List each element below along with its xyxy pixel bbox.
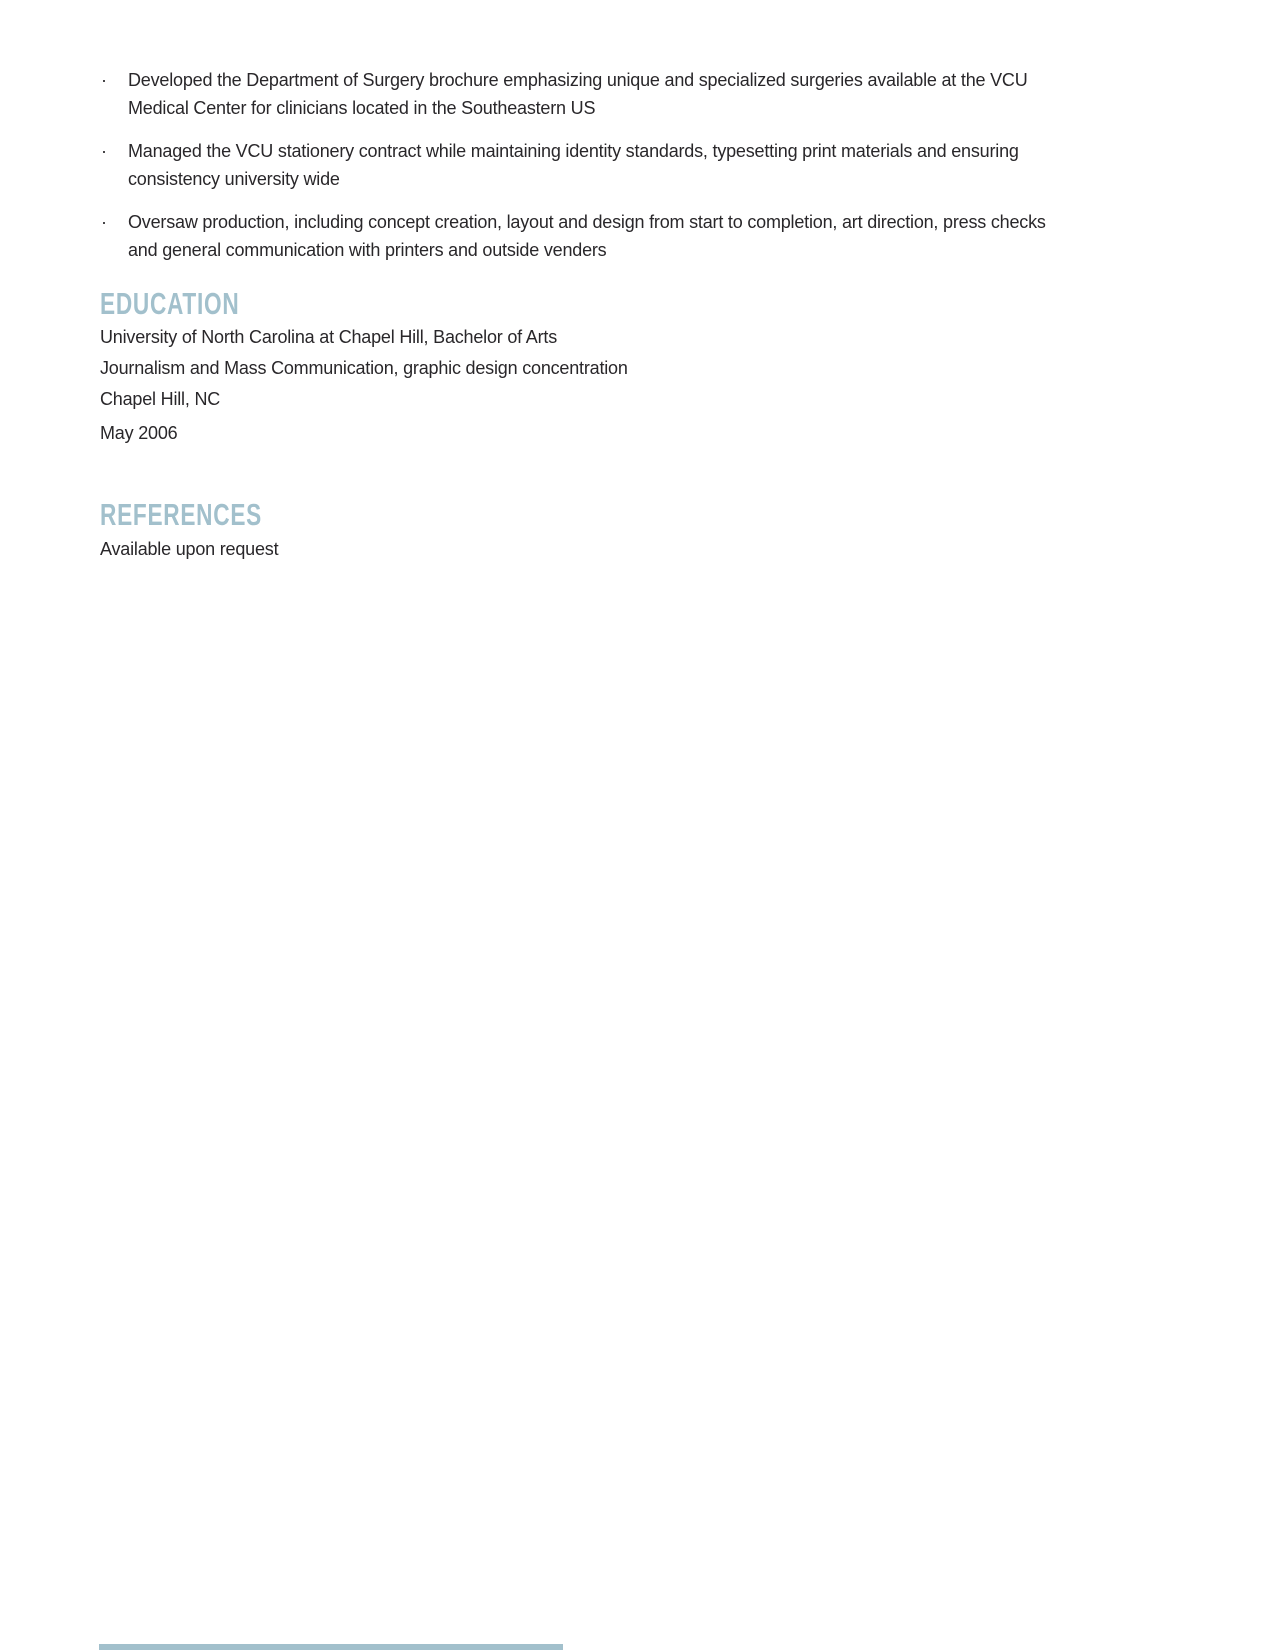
education-line-school: University of North Carolina at Chapel Hill, Bachelor of Arts (100, 327, 557, 347)
education-line-location: Chapel Hill, NC (100, 389, 221, 409)
bullet-line: Medical Center for clinicians located in the Southeastern US (128, 98, 596, 118)
references-text: Available upon request (100, 539, 279, 559)
bullet-icon: · (101, 212, 107, 232)
references-heading: REFERENCES (100, 497, 262, 532)
experience-bullet-list (100, 66, 1140, 264)
resume-content (100, 0, 1160, 563)
bullet-line: Managed the VCU stationery contract while maintaining identity standards, typesetting print materials and ensuring (128, 141, 1019, 161)
list-item (100, 137, 1140, 193)
education-heading: EDUCATION (100, 286, 240, 321)
list-item (100, 208, 1140, 264)
bullet-line: Developed the Department of Surgery brochure emphasizing unique and specialized surgeries available at the VCU (128, 70, 1028, 90)
bullet-line: consistency university wide (128, 169, 340, 189)
list-item (100, 66, 1140, 122)
education-date: May 2006 (100, 423, 178, 443)
education-line-degree: Journalism and Mass Communication, graphic design concentration (100, 358, 628, 378)
education-section (100, 322, 1160, 449)
bullet-line: Oversaw production, including concept creation, layout and design from start to completion, art direction, press checks (128, 212, 1046, 232)
footer-accent-bar (99, 1644, 563, 1650)
bullet-icon: · (101, 141, 107, 161)
bullet-line: and general communication with printers and outside venders (128, 240, 607, 260)
bullet-icon: · (101, 70, 107, 90)
